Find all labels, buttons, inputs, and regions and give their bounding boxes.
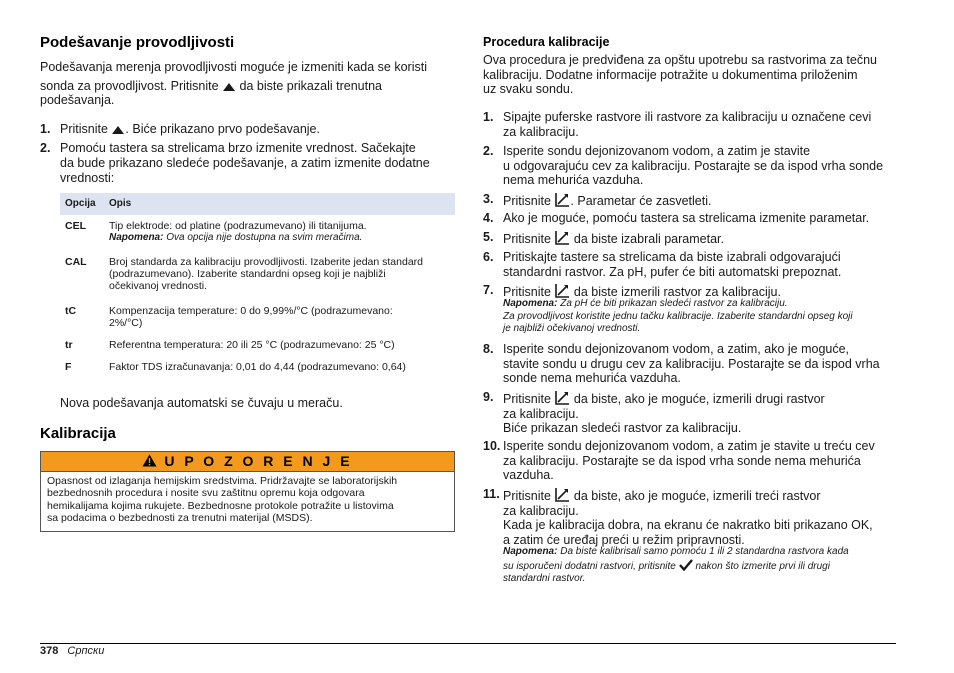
col-option-header: Opcija [65,198,96,209]
col-desc-header: Opis [109,198,132,209]
step-text: Pritisnite da biste, ako je moguće, izmerili drugi rastvor za kalibraciju. Biće prikazan sledeći rastvor za kalibraciju. [503,392,825,435]
step-number: 7. [483,283,494,297]
option-desc: Broj standarda za kalibraciju provodljivosti. Izaberite jedan standard (podrazumevano). Izaberite standardni opseg koji je najbliži očekivanoj vrednosti. [109,256,424,292]
step-text: Pomoću tastera sa strelicama brzo izmenite vrednost. Sačekajte [60,141,416,155]
step-text: Pritisnite da biste izmerili rastvor za kalibraciju. [503,285,781,299]
step-number: 5. [483,230,494,244]
options-table [60,193,455,383]
step-number: 1. [483,110,494,124]
footer-language: Српски [67,645,105,657]
step-text: Pritisnite da biste izabrali parametar. [503,232,724,246]
calibrate-icon [554,192,570,207]
option-key: CEL [65,220,86,232]
warning-body: Opasnost od izlaganja hemijskim sredstvima. Pridržavajte se laboratorijskih bezbednosnih procedura i nosite svu zaštitnu opremu koja odgovara hemikalijama kojima rukujete. Bezbednosne protokole potražite u listovima sa podacima o bezbednosti za trenutni materijal (MSDS). [47,475,398,524]
step-note: Napomena: Da biste kalibrisali samo pomoću 1 ili 2 standardna rastvora kada su isporučeni dodatni rastvori, pritisnite nakon što izmerite prvi ili drugi standardni rastvor. [503,546,849,584]
step-number: 2. [483,144,494,158]
table-header [60,193,455,215]
step-text: Isperite sondu dejonizovanom vodom, a zatim je stavite u treću cev za kalibraciju. Postarajte se da ispod vrha sonde nema mehurića vazduha. [503,439,875,482]
calibrate-icon [554,390,570,405]
saved-note: Nova podešavanja automatski se čuvaju u meraču. [60,396,343,410]
intro-line: sonda za provodljivost. Pritisnite da biste prikazali trenutna [40,79,382,93]
page-number: 378 [40,645,59,657]
warning-box [40,451,455,532]
step-text: Pritisnite da biste, ako je moguće, izmerili treći rastvor za kalibraciju. Kada je kalibracija dobra, na ekranu će nakratko biti prikazano OK, a zatim će uređaj preći u režim pripravnosti. [503,489,873,547]
step-number: 9. [483,390,494,404]
section-heading-conductivity: Podešavanje provodljivosti [40,34,235,51]
step-number: 2. [40,141,51,155]
step-text: Pritisnite . Biće prikazano prvo podešavanje. [60,122,320,136]
step-text: Ako je moguće, pomoću tastera sa strelicama izmenite parametar. [503,211,870,225]
up-arrow-icon [111,125,125,135]
step-text: Pritiskajte tastere sa strelicama da biste izabrali odgovarajući standardni rastvor. Za pH, pufer će biti automatski prepoznat. [503,250,842,279]
up-arrow-icon [222,82,236,92]
step-text: Isperite sondu dejonizovanom vodom, a zatim, ako je moguće, stavite sondu u drugu cev za kalibraciju. Postarajte se da ispod vrha sonde nema mehurića vazduha. [503,342,880,385]
step-text: vrednosti: [60,171,115,185]
checkmark-icon [679,559,693,571]
step-number: 4. [483,211,494,225]
step-number: 1. [40,122,51,136]
option-desc: Faktor TDS izračunavanja: 0,01 do 4,44 (podrazumevano: 0,64) [109,361,406,373]
section-heading-procedure: Procedura kalibracije [483,35,610,49]
calibrate-icon [554,487,570,502]
step-number: 11. [483,487,500,501]
conductivity-steps [40,122,455,192]
step-number: 10. [483,439,501,453]
footer-rule [40,643,896,644]
step-text: da bude prikazano sledeće podešavanje, a zatim izmenite dodatne [60,156,430,170]
calibration-steps [483,110,898,590]
warning-title: U P O Z O R E N J E [164,453,353,469]
step-text: Isperite sondu dejonizovanom vodom, a zatim je stavite u odgovarajuću cev za kalibraciju. Postarajte se da ispod vrha sonde nema mehurića vazduha. [503,144,884,187]
option-desc: Referentna temperatura: 20 ili 25 °C (podrazumevano: 25 °C) [109,339,395,351]
step-number: 3. [483,192,494,206]
option-key: F [65,361,72,373]
page-footer [40,645,104,657]
step-text: Pritisnite . Parametar će zasvetleti. [503,194,712,208]
step-number: 6. [483,250,494,264]
option-desc: Tip elektrode: od platine (podrazumevano) ili titanijuma. Napomena: Ova opcija nije dostupna na svim meračima. [109,220,367,243]
step-number: 8. [483,342,494,356]
procedure-intro: Ova procedura je predviđena za opštu upotrebu sa rastvorima za tečnu kalibraciju. Dodatne informacije potražite u dokumentima priloženim uz svaku sondu. [483,53,877,96]
option-key: tC [65,305,77,317]
option-key: tr [65,339,73,351]
step-text: Sipajte puferske rastvore ili rastvore za kalibraciju u označene cevi za kalibraciju. [503,110,872,139]
intro-line: Podešavanja merenja provodljivosti moguće je izmeniti kada se koristi [40,60,427,74]
option-desc: Kompenzacija temperature: 0 do 9,99%/°C (podrazumevano: 2%/°C) [109,305,393,329]
section-heading-calibration: Kalibracija [40,425,116,442]
option-key: CAL [65,256,87,268]
warning-triangle-icon [142,454,157,467]
intro-line: podešavanja. [40,93,115,107]
calibrate-icon [554,283,570,298]
warning-header [41,452,454,472]
calibrate-icon [554,230,570,245]
step-note: Napomena: Za pH će biti prikazan sledeći rastvor za kalibraciju. Za provodljivost koristite jednu tačku kalibracije. Izaberite standardni opseg koji je najbliži očekivanoj vrednosti. [503,298,853,334]
